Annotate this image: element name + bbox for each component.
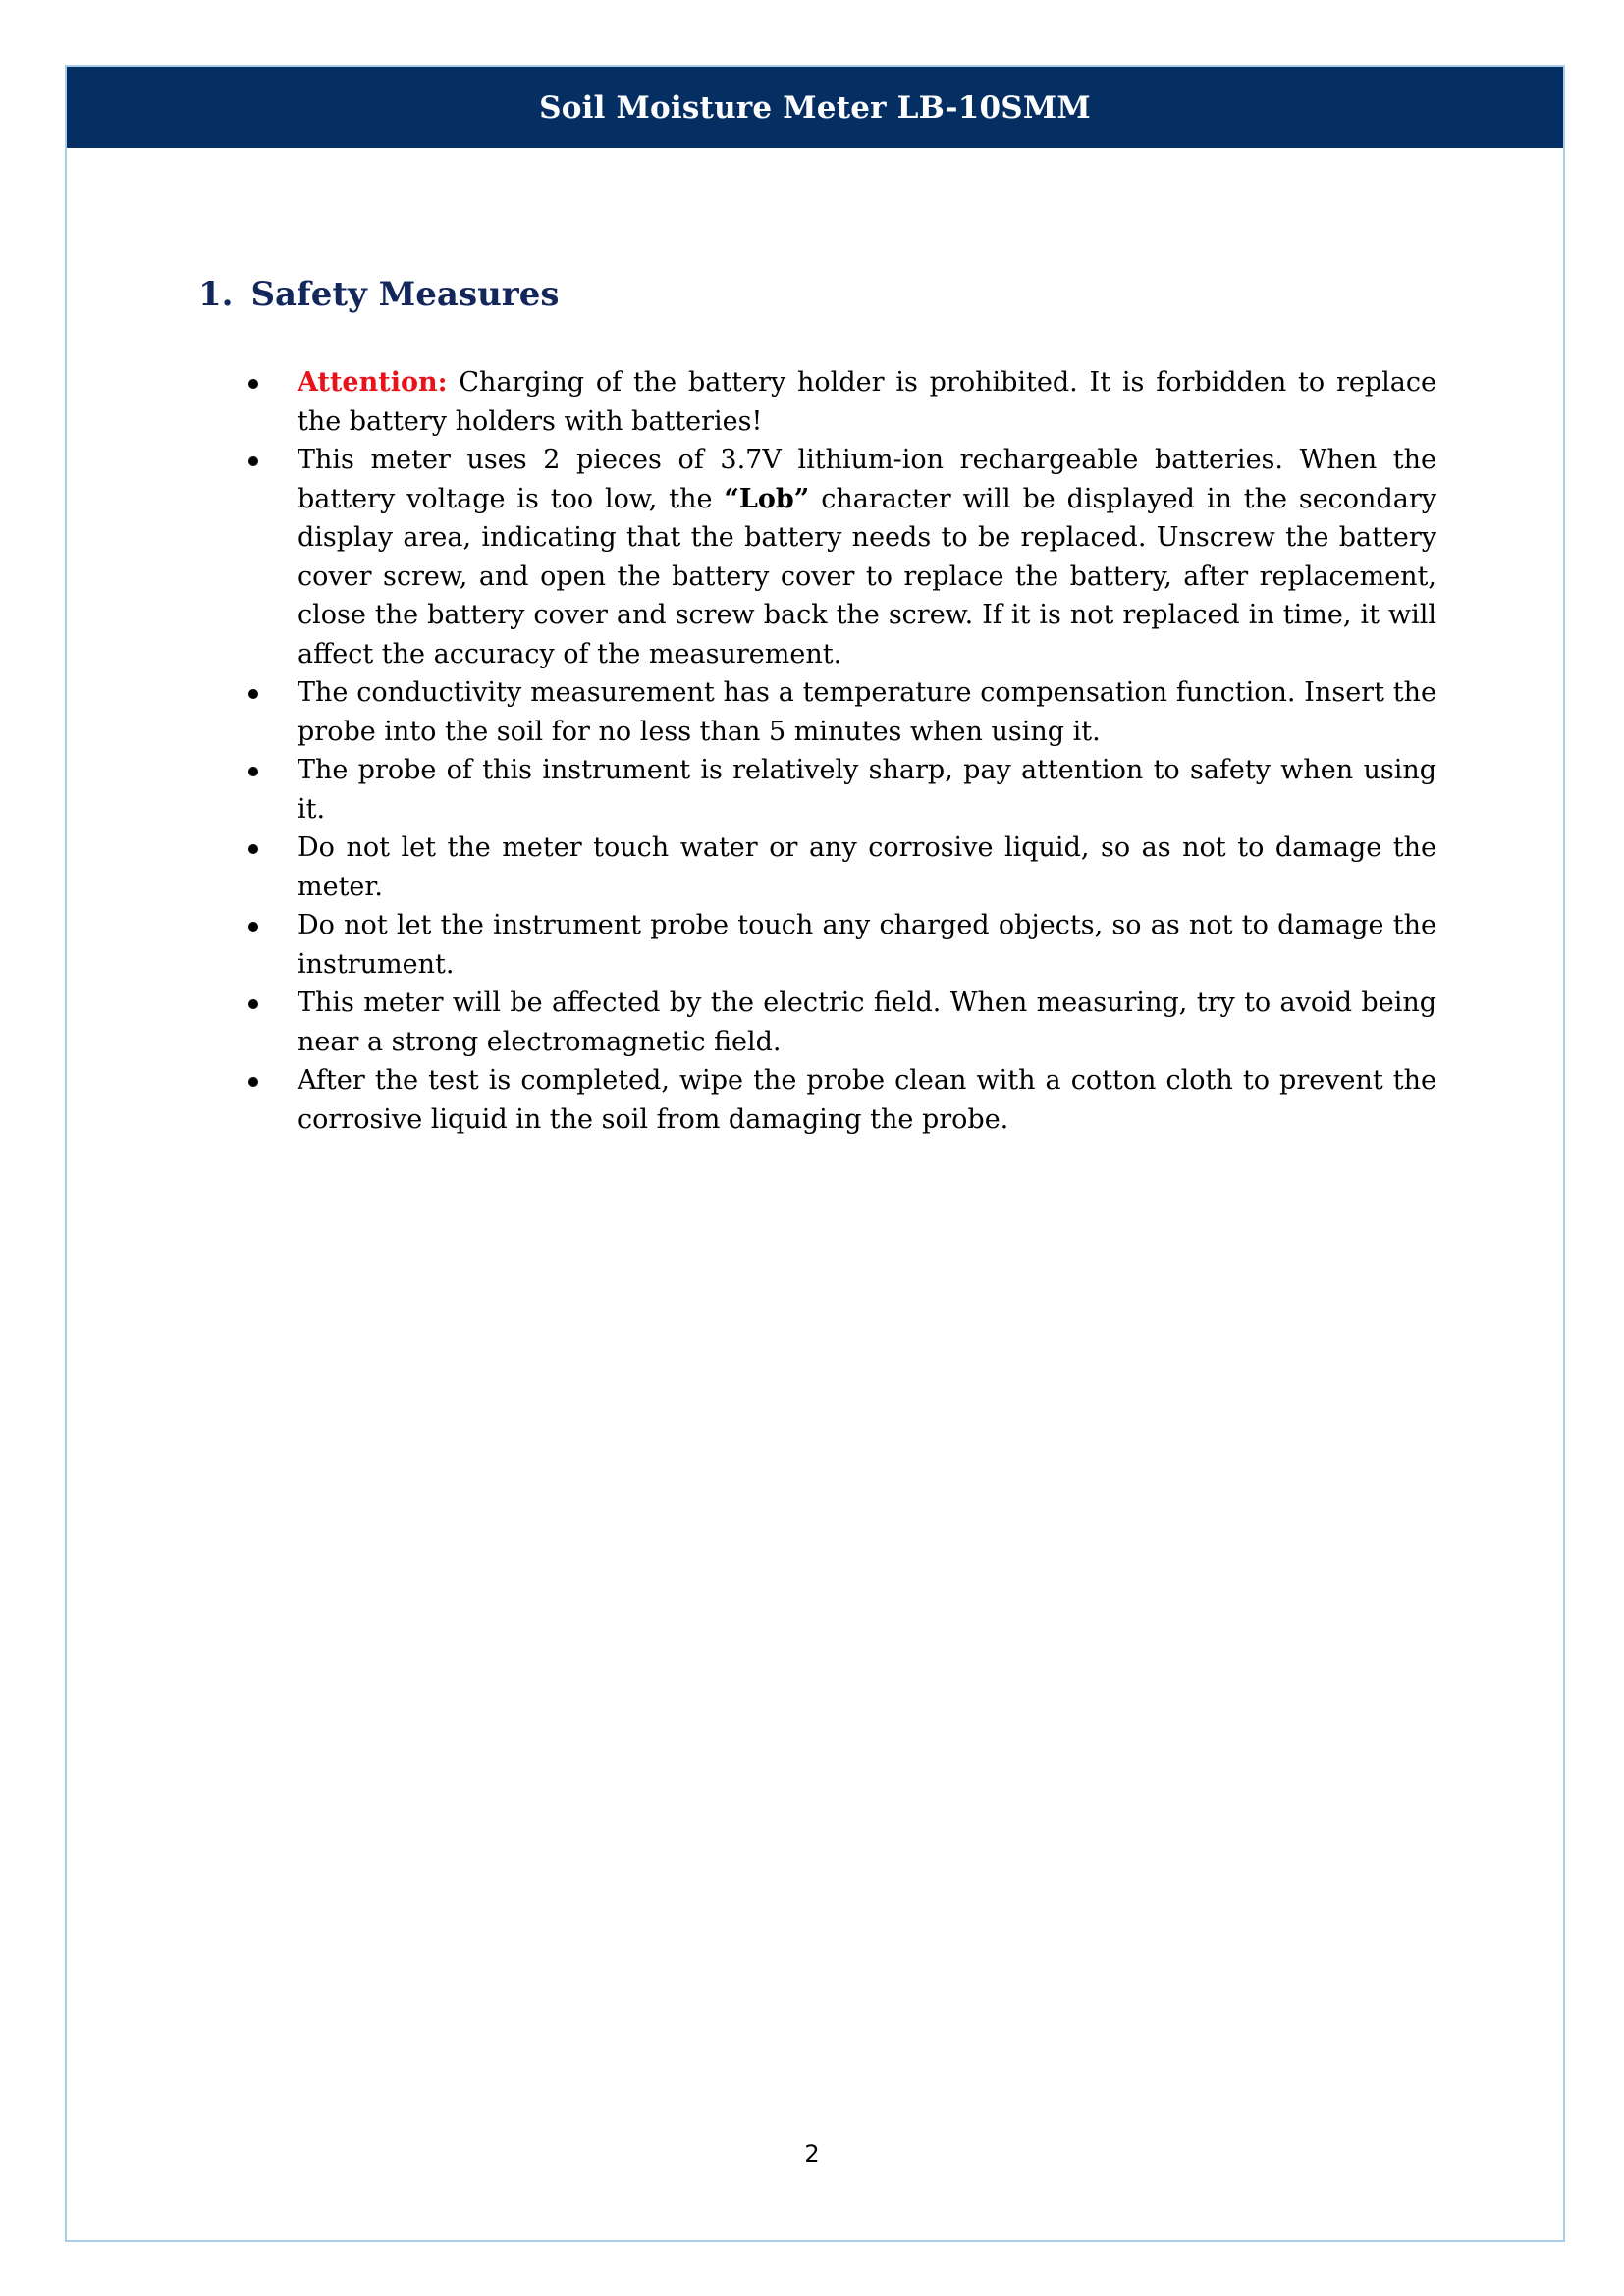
- attention-label: Attention:: [298, 367, 448, 398]
- section-title: Safety Measures: [250, 275, 560, 314]
- list-item: [248, 984, 1436, 1061]
- list-item-text: Do not let the instrument probe touch any charged objects, so as not to damage the instrument.: [298, 910, 1436, 980]
- list-item: [248, 751, 1436, 828]
- list-item: [248, 906, 1436, 984]
- list-item: [248, 673, 1436, 751]
- bullet-icon: [248, 456, 258, 466]
- list-item: [248, 828, 1436, 906]
- bullet-icon: [248, 379, 258, 389]
- safety-measures-list: [248, 363, 1436, 1139]
- bullet-icon: [248, 767, 258, 776]
- bullet-icon: [248, 844, 258, 854]
- header-bar: [67, 67, 1563, 148]
- list-item-text: After the test is completed, wipe the probe clean with a cotton cloth to prevent the corrosive liquid in the soil from damaging the probe.: [298, 1065, 1436, 1135]
- list-item-text: The probe of this instrument is relatively sharp, pay attention to safety when using it.: [298, 755, 1436, 825]
- list-item: [248, 363, 1436, 441]
- list-item-text: character will be displayed in the secondary display area, indicating that the battery needs to be replaced. Unscrew the battery cover screw, and open the battery cover to replace the battery, after replacement, close the battery cover and screw back the screw. If it is not replaced in time, it will affect the accuracy of the measurement.: [298, 483, 1436, 669]
- bullet-icon: [248, 689, 258, 699]
- bullet-icon: [248, 1077, 258, 1087]
- list-item-text: Charging of the battery holder is prohibited. It is forbidden to replace the battery holders with batteries!: [298, 367, 1436, 437]
- list-item-text: Do not let the meter touch water or any corrosive liquid, so as not to damage the meter.: [298, 832, 1436, 902]
- section-number: 1.: [198, 275, 234, 314]
- list-item-text: This meter will be affected by the electric field. When measuring, try to avoid being near a strong electromagnetic field.: [298, 988, 1436, 1057]
- document-title: Soil Moisture Meter LB-10SMM: [539, 89, 1091, 126]
- list-item-text: This meter uses 2 pieces of 3.7V lithium-ion rechargeable batteries. When the battery voltage is too low, the: [298, 445, 1436, 514]
- list-item: [248, 1061, 1436, 1139]
- bullet-icon: [248, 922, 258, 932]
- lob-indicator-text: “Lob”: [724, 483, 810, 514]
- list-item-text: The conductivity measurement has a temperature compensation function. Insert the probe into the soil for no less than 5 minutes when using it.: [298, 677, 1436, 747]
- page-number: 2: [804, 2140, 820, 2167]
- section-heading: [198, 275, 560, 314]
- list-item: [248, 441, 1436, 673]
- bullet-icon: [248, 999, 258, 1009]
